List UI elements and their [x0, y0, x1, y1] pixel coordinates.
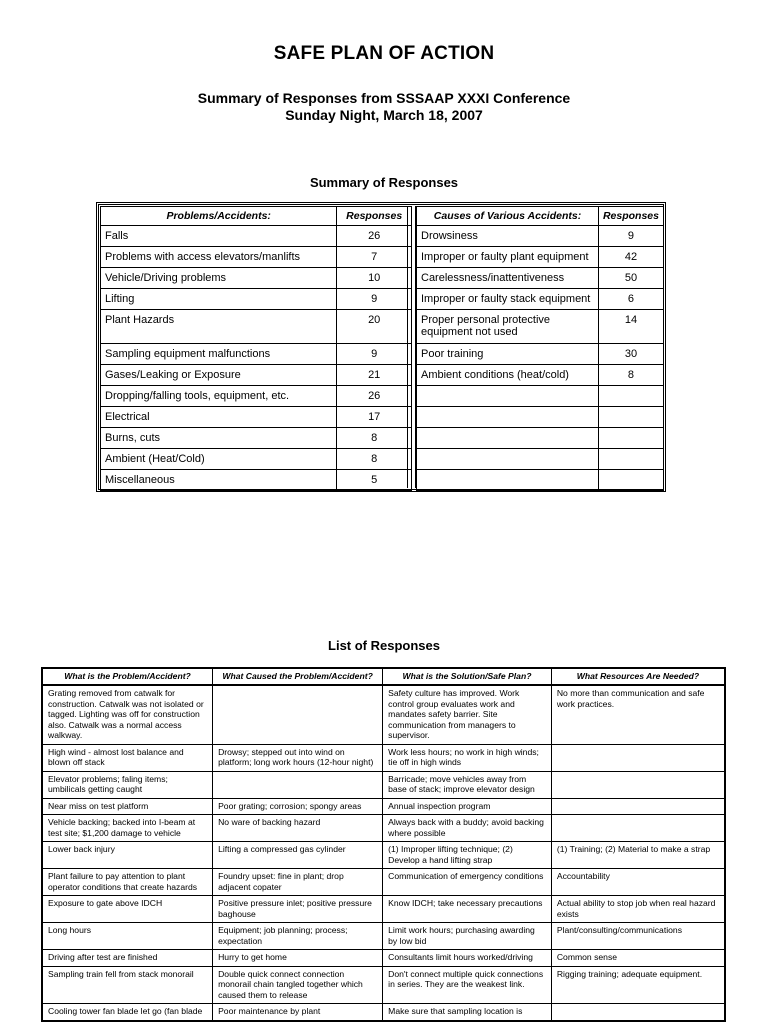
column-header: Responses: [337, 207, 412, 226]
response-count: 7: [337, 247, 412, 268]
response-count: [598, 470, 663, 491]
response-count: 26: [337, 226, 412, 247]
table-cell: Barricade; move vehicles away from base of stack; improve elevator design: [383, 771, 552, 798]
table-cell: [551, 744, 725, 771]
table-cell: High wind - almost lost balance and blown off stack: [42, 744, 213, 771]
table-row: [101, 344, 412, 365]
table-cell: Accountability: [551, 869, 725, 896]
response-count: 30: [598, 344, 663, 365]
document-date: Sunday Night, March 18, 2007: [285, 107, 483, 123]
table-cell: Lower back injury: [42, 842, 213, 869]
response-count: 10: [337, 268, 412, 289]
table-cell: [551, 771, 725, 798]
table-row: [101, 407, 412, 428]
row-label: Ambient (Heat/Cold): [101, 449, 337, 470]
problems-table: [100, 206, 412, 491]
response-count: 9: [337, 344, 412, 365]
response-count: [598, 428, 663, 449]
response-count: [598, 386, 663, 407]
table-cell: Annual inspection program: [383, 798, 552, 815]
table-cell: Poor maintenance by plant: [213, 1004, 383, 1021]
response-count: 6: [598, 289, 663, 310]
table-cell: [213, 771, 383, 798]
table-row: [417, 247, 664, 268]
row-label: [417, 386, 599, 407]
table-cell: [551, 1004, 725, 1021]
table-row: [417, 226, 664, 247]
row-label: Dropping/falling tools, equipment, etc.: [101, 386, 337, 407]
table-cell: Lifting a compressed gas cylinder: [213, 842, 383, 869]
response-count: 9: [337, 289, 412, 310]
response-count: 21: [337, 365, 412, 386]
document-subtitle: Summary of Responses from SSSAAP XXXI Conference: [197, 90, 571, 106]
response-count: [598, 449, 663, 470]
table-row: [417, 386, 664, 407]
row-label: Electrical: [101, 407, 337, 428]
table-row: [101, 449, 412, 470]
column-header: Responses: [598, 207, 663, 226]
table-cell: Know IDCH; take necessary precautions: [383, 896, 552, 923]
row-label: Problems with access elevators/manlifts: [101, 247, 337, 268]
row-label: Improper or faulty stack equipment: [417, 289, 599, 310]
table-row: [101, 247, 412, 268]
table-cell: Safety culture has improved. Work control group evaluates work and mandates safety barrier. Site communication from managers to supervisor.: [383, 685, 552, 744]
row-label: Miscellaneous: [101, 470, 337, 491]
table-cell: Foundry upset: fine in plant; drop adjacent copater: [213, 869, 383, 896]
table-cell: Don't connect multiple quick connections in series. They are the weakest link.: [383, 966, 552, 1004]
response-count: 26: [337, 386, 412, 407]
table-row: [101, 365, 412, 386]
table-cell: Hurry to get home: [213, 950, 383, 967]
table-row: [417, 310, 664, 344]
responses-table: [41, 667, 726, 1022]
table-row: [417, 449, 664, 470]
table-cell: Cooling tower fan blade let go (fan blade: [42, 1004, 213, 1021]
table-cell: Poor grating; corrosion; spongy areas: [213, 798, 383, 815]
table-row: [42, 815, 725, 842]
table-cell: Limit work hours; purchasing awarding by low bid: [383, 923, 552, 950]
table-cell: Vehicle backing; backed into I-beam at test site; $1,200 damage to vehicle: [42, 815, 213, 842]
table-cell: Consultants limit hours worked/driving: [383, 950, 552, 967]
table-row: [101, 226, 412, 247]
table-cell: Plant failure to pay attention to plant operator conditions that create hazards: [42, 869, 213, 896]
summary-table: [96, 202, 666, 492]
table-cell: Driving after test are finished: [42, 950, 213, 967]
table-cell: Double quick connect connection monorail chain tangled together which caused them to release: [213, 966, 383, 1004]
table-row: [42, 869, 725, 896]
table-cell: [213, 685, 383, 744]
table-row: [101, 386, 412, 407]
response-count: 8: [598, 365, 663, 386]
row-label: Vehicle/Driving problems: [101, 268, 337, 289]
table-row: [417, 344, 664, 365]
table-row: [101, 289, 412, 310]
table-row: [42, 966, 725, 1004]
response-count: [598, 407, 663, 428]
table-row: [42, 842, 725, 869]
table-row: [42, 798, 725, 815]
column-header: What is the Solution/Safe Plan?: [383, 668, 552, 685]
table-row: [42, 923, 725, 950]
document-title: SAFE PLAN OF ACTION: [273, 43, 495, 64]
table-cell: Actual ability to stop job when real hazard exists: [551, 896, 725, 923]
table-cell: No ware of backing hazard: [213, 815, 383, 842]
row-label: Burns, cuts: [101, 428, 337, 449]
response-count: 42: [598, 247, 663, 268]
table-cell: Long hours: [42, 923, 213, 950]
table-row: [42, 744, 725, 771]
table-cell: Positive pressure inlet; positive pressure baghouse: [213, 896, 383, 923]
table-row: [42, 896, 725, 923]
column-header: What is the Problem/Accident?: [42, 668, 213, 685]
row-label: Carelessness/inattentiveness: [417, 268, 599, 289]
table-row: [42, 950, 725, 967]
causes-table: [416, 206, 664, 491]
table-cell: Grating removed from catwalk for construction. Catwalk was not isolated or tagged. Lighting was off for construction also. Catwalk was a normal access walkway.: [42, 685, 213, 744]
table-cell: Make sure that sampling location is: [383, 1004, 552, 1021]
table-cell: Communication of emergency conditions: [383, 869, 552, 896]
row-label: Poor training: [417, 344, 599, 365]
table-row: [417, 289, 664, 310]
row-label: Drowsiness: [417, 226, 599, 247]
column-header: Causes of Various Accidents:: [417, 207, 599, 226]
response-count: 8: [337, 449, 412, 470]
table-row: [101, 268, 412, 289]
list-title: List of Responses: [328, 638, 440, 653]
row-label: Lifting: [101, 289, 337, 310]
table-row: [42, 685, 725, 744]
row-label: [417, 449, 599, 470]
table-cell: No more than communication and safe work practices.: [551, 685, 725, 744]
row-label: Sampling equipment malfunctions: [101, 344, 337, 365]
table-row: [417, 470, 664, 491]
table-row: [101, 470, 412, 491]
table-row: [417, 428, 664, 449]
table-cell: (1) Training; (2) Material to make a strap: [551, 842, 725, 869]
table-row: [101, 428, 412, 449]
row-label: Proper personal protective equipment not used: [417, 310, 599, 344]
table-cell: Sampling train fell from stack monorail: [42, 966, 213, 1004]
table-cell: Near miss on test platform: [42, 798, 213, 815]
row-label: [417, 428, 599, 449]
table-row: [101, 310, 412, 344]
response-count: 20: [337, 310, 412, 344]
column-header: What Resources Are Needed?: [551, 668, 725, 685]
response-count: 5: [337, 470, 412, 491]
row-label: Falls: [101, 226, 337, 247]
table-row: [417, 365, 664, 386]
summary-title: Summary of Responses: [309, 175, 459, 190]
column-header: Problems/Accidents:: [101, 207, 337, 226]
row-label: Improper or faulty plant equipment: [417, 247, 599, 268]
table-cell: Elevator problems; faling items; umbilicals getting caught: [42, 771, 213, 798]
table-row: [417, 268, 664, 289]
table-cell: [551, 815, 725, 842]
row-label: [417, 470, 599, 491]
table-cell: Rigging training; adequate equipment.: [551, 966, 725, 1004]
table-cell: Drowsy; stepped out into wind on platform; long work hours (12-hour night): [213, 744, 383, 771]
response-count: 17: [337, 407, 412, 428]
table-cell: Common sense: [551, 950, 725, 967]
response-count: 14: [598, 310, 663, 344]
table-cell: Exposure to gate above IDCH: [42, 896, 213, 923]
table-cell: Always back with a buddy; avoid backing where possible: [383, 815, 552, 842]
response-count: 9: [598, 226, 663, 247]
table-cell: (1) Improper lifting technique; (2) Develop a hand lifting strap: [383, 842, 552, 869]
row-label: Ambient conditions (heat/cold): [417, 365, 599, 386]
table-row: [42, 1004, 725, 1021]
response-count: 8: [337, 428, 412, 449]
table-cell: Work less hours; no work in high winds; tie off in high winds: [383, 744, 552, 771]
row-label: Gases/Leaking or Exposure: [101, 365, 337, 386]
table-cell: Plant/consulting/communications: [551, 923, 725, 950]
table-cell: [551, 798, 725, 815]
row-label: Plant Hazards: [101, 310, 337, 344]
table-cell: Equipment; job planning; process; expectation: [213, 923, 383, 950]
response-count: 50: [598, 268, 663, 289]
row-label: [417, 407, 599, 428]
table-row: [42, 771, 725, 798]
column-header: What Caused the Problem/Accident?: [213, 668, 383, 685]
table-row: [417, 407, 664, 428]
